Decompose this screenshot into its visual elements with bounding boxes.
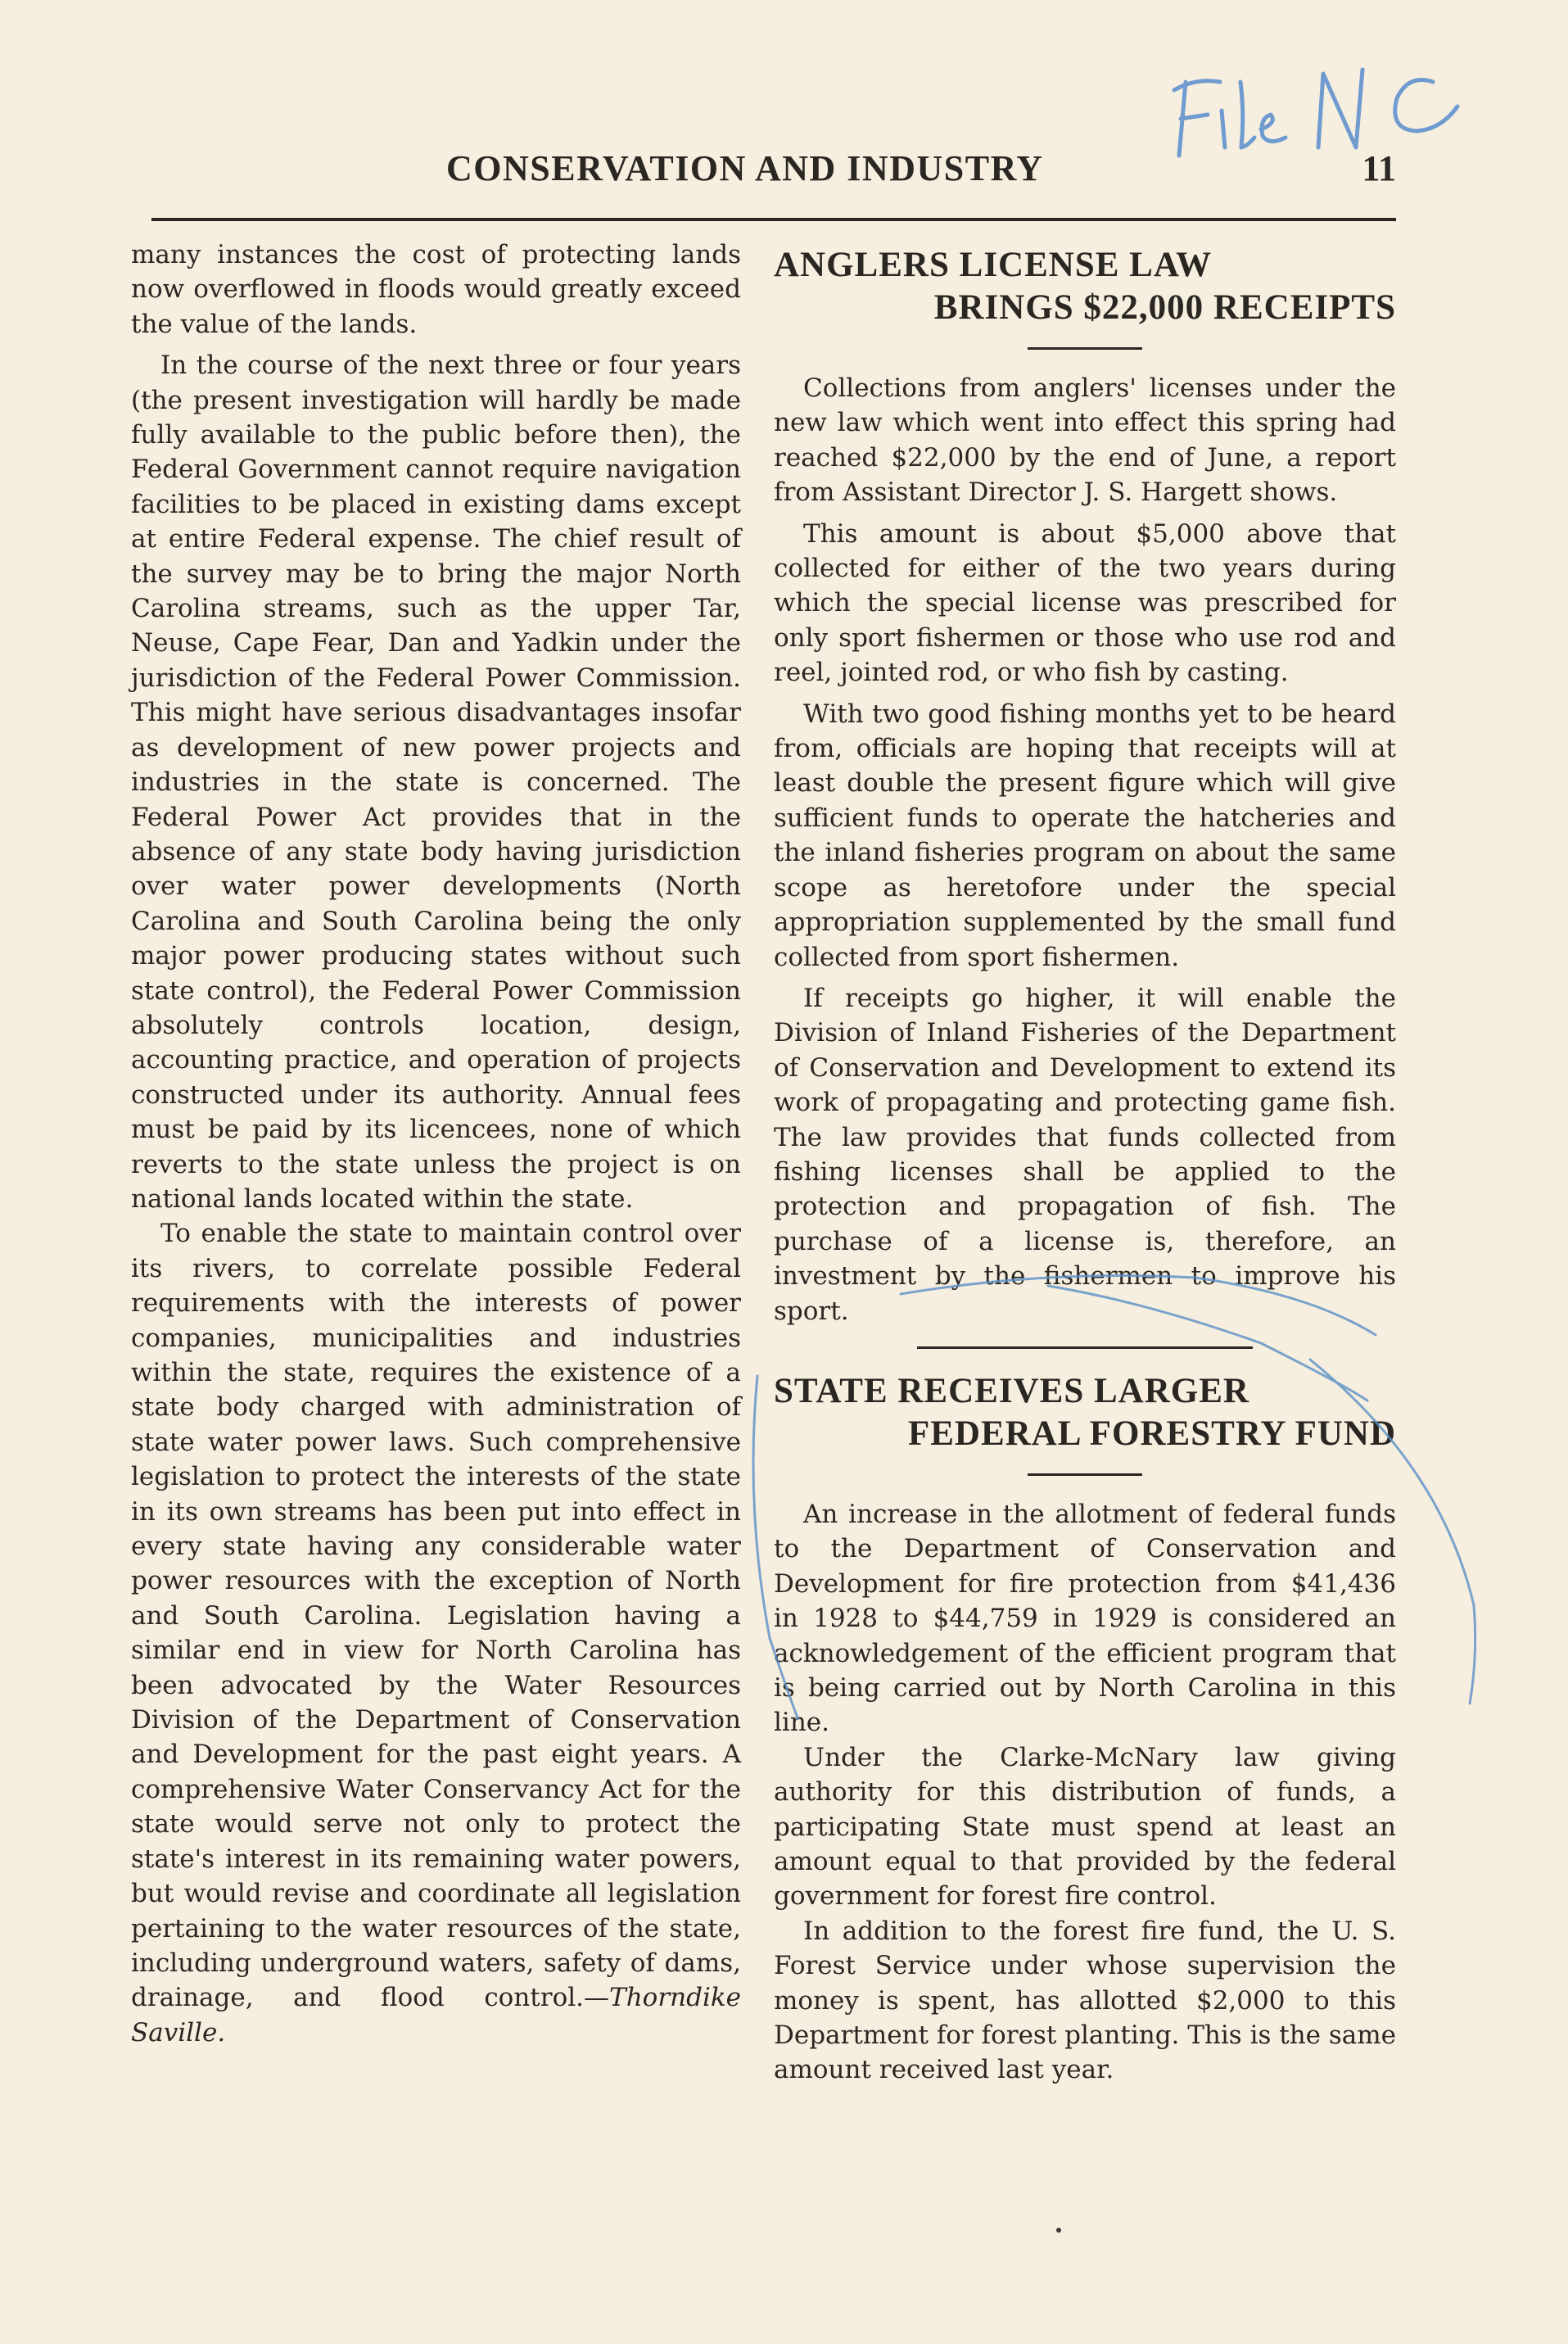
- anglers-paragraph-3: With two good fishing months yet to be heard from, officials are hoping that receipts will at least double the present figure which will give sufficient funds to operate the hatcheries and the inland fisheries program on about the same scope as heretofore under the special appropriation supplemented by the small fund collected from sport fishermen.: [774, 699, 1396, 972]
- left-paragraph-2: In the course of the next three or four years (the present investigation will hardly be made fully available to the public before then), the Federal Government cannot require navigation facilities to be placed in existing dams except at entire Federal expense. The chief result of the survey may be to bring the major North Carolina streams, such as the upper Tar, Neuse, Cape Fear, Dan and Yadkin under the jurisdiction of the Federal Power Commission. This might have serious disadvantages insofar as development of new power projects and industries in the state is concerned. The Federal Power Act provides that in the absence of any state body having jurisdiction over water power developments (North Carolina and South Carolina being the only major power producing states without such state control), the Federal Power Commission absolutely controls location, design, accounting practice, and operation of projects constructed under its authority. Annual fees must be paid by its licencees, none of which reverts to the state unless the project is on national lands located within the state.: [131, 351, 741, 1214]
- forestry-headline-line2: FEDERAL FORESTRY FUND: [907, 1414, 1396, 1453]
- header-rule: [151, 218, 1396, 221]
- page-number: 11: [1362, 148, 1396, 188]
- anglers-headline-line1: ANGLERS LICENSE LAW: [774, 246, 1213, 284]
- anglers-headline: [774, 244, 1396, 329]
- section-divider: [917, 1346, 1253, 1349]
- anglers-headline-line2: BRINGS $22,000 RECEIPTS: [933, 288, 1396, 327]
- byline: Thorndike Saville.: [131, 1983, 741, 2048]
- forestry-divider: [1028, 1473, 1142, 1476]
- anglers-paragraph-1: Collections from anglers' licenses under the new law which went into effect this spring had reached $22,000 by the end of June, a report from Assistant Director J. S. Hargett shows.: [774, 373, 1396, 508]
- forestry-headline-line1: STATE RECEIVES LARGER: [774, 1371, 1249, 1410]
- left-paragraph-1: many instances the cost of protecting lands now overflowed in floods would greatly exceed the value of the lands.: [131, 240, 741, 339]
- forestry-headline: [774, 1370, 1396, 1455]
- anglers-paragraph-2: This amount is about $5,000 above that collected for either of the two years during which the special license was prescribed for only sport fishermen or those who use rod and reel, jointed rod, or who fish by casting.: [774, 518, 1396, 688]
- forestry-paragraph-2: Under the Clarke-McNary law giving authority for this distribution of funds, a participating State must spend at least an amount equal to that provided by the federal government for forest fire control.: [774, 1742, 1396, 1912]
- handwritten-note-file-nc: [1163, 33, 1507, 180]
- publication-title: CONSERVATION AND INDUSTRY: [446, 148, 1044, 188]
- forestry-paragraph-1: An increase in the allotment of federal funds to the Department of Conservation and Development for fire protection from $41,436 in 1928 to $44,759 in 1929 is considered an acknowledgement of the efficient program that is being carried out by North Carolina in this line.: [774, 1499, 1396, 1738]
- left-column: [131, 238, 741, 2050]
- right-column: [774, 238, 1396, 2088]
- left-paragraph-3: To enable the state to maintain control over its rivers, to correlate possible Federal requirements with the interests of power companies, municipalities and industries within the state, requires the existence of a state body charged with administration of state water power laws. Such comprehensive legislation to protect the interests of the state in its own streams has been put into effect in every state having any considerable water power resources with the exception of North and South Carolina. Legislation having a similar end in view for North Carolina has been advocated by the Water Resources Division of the Department of Conservation and Development for the past eight years. A comprehensive Water Conservancy Act for the state would serve not only to protect the state's interest in its remaining water powers, but would revise and coordinate all legislation pertaining to the water resources of the state, including underground waters, safety of dams, drainage, and flood control.—: [131, 1219, 741, 2013]
- forestry-paragraph-3: In addition to the forest fire fund, the U. S. Forest Service under whose supervision the money is spent, has allotted $2,000 to this Department for forest planting. This is the same amount received last year.: [774, 1916, 1396, 2085]
- left-paragraph-3-wrap: [131, 1216, 741, 2050]
- ink-speck: [1056, 2228, 1061, 2233]
- anglers-divider: [1028, 347, 1142, 350]
- anglers-paragraph-4: If receipts go higher, it will enable the Division of Inland Fisheries of the Department of Conservation and Development to extend its work of propagating and protecting game fish. The law provides that funds collected from fishing licenses shall be applied to the protection and propagation of fish. The purchase of a license is, therefore, an investment by the fishermen to improve his sport.: [774, 983, 1396, 1326]
